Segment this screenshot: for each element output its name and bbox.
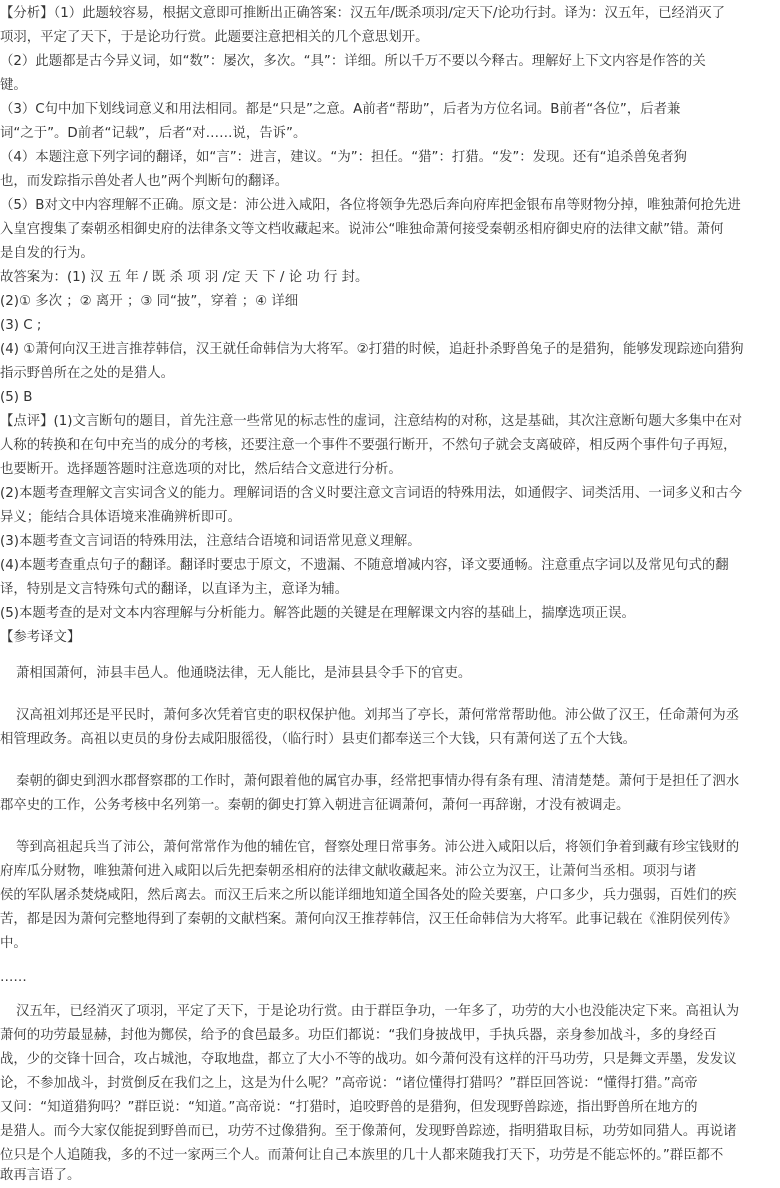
translation-line: 又问：“知道猎狗吗？”群臣说：“知道。”高帝说：“打猎时，追咬野兽的是猎狗，但发现野兽踪迹，指出野兽所在地方的 <box>0 1100 698 1115</box>
comment-line: (3)本题考查文言词语的特殊用法，注意结合语境和词语常见意义理解。 <box>0 534 421 549</box>
answer-line: (5) B <box>0 390 33 405</box>
analysis-line: （3）C句中加下划线词意义和用法相同。都是“只是”之意。A前者“帮助”，后者为方位名词。B前者“各位”，后者兼 <box>0 102 681 117</box>
translation-line: 等到高祖起兵当了沛公，萧何常常作为他的辅佐官，督察处理日常事务。沛公进入咸阳以后，将领们争着到藏有珍宝钱财的 <box>16 840 740 855</box>
analysis-line: 键。 <box>0 78 27 93</box>
translation-line: 敢再言语了。 <box>0 1168 81 1183</box>
analysis-line: （4）本题注意下列字词的翻译，如“言”：进言，建议。“为”：担任。“猎”：打猎。“发”：发现。还有“追杀兽兔者狗 <box>0 150 687 165</box>
analysis-line: （5）B对文中内容理解不正确。原文是：沛公进入咸阳，各位将领争先恐后奔向府库把金银布帛等财物分掉，唯独萧何抢先进 <box>0 198 741 213</box>
translation-line: 中。 <box>0 936 27 951</box>
comment-line: 【点评】(1)文言断句的题目，首先注意一些常见的标志性的虚词，注意结构的对称，这是基础，其次注意断句题大多集中在对 <box>0 414 743 429</box>
comment-line: (4)本题考查重点句子的翻译。翻译时要忠于原文，不遗漏、不随意增减内容，译文要通畅。注意重点字词以及常见句式的翻 <box>0 558 729 573</box>
analysis-line: 项羽，平定了天下，于是论功行赏。此题要注意把相关的几个意思划开。 <box>0 30 429 45</box>
comment-line: (5)本题考查的是对文本内容理解与分析能力。解答此题的关键是在理解课文内容的基础上，揣摩选项正误。 <box>0 606 635 621</box>
analysis-line: 【分析】（1）此题较容易，根据文意即可推断出正确答案：汉五年/既杀项羽/定天下/论功行封。译为：汉五年，已经消灭了 <box>0 6 726 21</box>
answer-line: (4) ①萧何向汉王进言推荐韩信，汉王就任命韩信为大将军。②打猎的时候，追赶扑杀野兽兔子的是猎狗，能够发现踪迹向猎狗 <box>0 342 744 357</box>
translation-line: 汉高祖刘邦还是平民时，萧何多次凭着官吏的职权保护他。刘邦当了亭长，萧何常常帮助他。沛公做了汉王，任命萧何为丞 <box>16 708 740 723</box>
answer-line: (3) C ; <box>0 318 42 333</box>
comment-line: 异义；能结合具体语境来准确辨析即可。 <box>0 510 242 525</box>
comment-line: (2)本题考查理解文言实词含义的能力。理解词语的含义时要注意文言词语的特殊用法，如通假字、词类活用、一词多义和古今 <box>0 486 743 501</box>
translation-line: 郡卒史的工作，公务考核中名列第一。秦朝的御史打算入朝进言征调萧何，萧何一再辞谢，才没有被调走。 <box>0 798 630 813</box>
ellipsis-line: …… <box>0 970 27 985</box>
translation-line: 侯的军队屠杀焚烧咸阳，然后离去。而汉王后来之所以能详细地知道全国各处的险关要塞，户口多少，兵力强弱，百姓们的疾 <box>0 888 737 903</box>
analysis-line: 也，而发踪指示兽处者人也”两个判断句的翻译。 <box>0 174 289 189</box>
translation-line: 战，少的交锋十回合，攻占城池，夺取地盘，都立了大小不等的战功。如今萧何没有这样的汗马功劳，只是舞文弄墨，发发议 <box>0 1052 737 1067</box>
analysis-line: 入皇宫搜集了秦朝丞相御史府的法律条文等文档收藏起来。说沛公“唯独命萧何接受秦朝丞相府御史府的法律文献”错。萧何 <box>0 222 724 237</box>
analysis-line: （2）此题都是古今异义词，如“数”：屡次，多次。“具”：详细。所以千万不要以今释古。理解好上下文内容是作答的关 <box>0 54 706 69</box>
translation-line: 府库瓜分财物，唯独萧何进入咸阳以后先把秦朝丞相府的法律文献收藏起来。沛公立为汉王，让萧何当丞相。项羽与诸 <box>0 864 697 879</box>
translation-line: 论，不参加战斗，封赏倒反在我们之上，这是为什么呢？”高帝说：“诸位懂得打猎吗？”群臣回答说：“懂得打猎。”高帝 <box>0 1076 698 1091</box>
translation-line: 萧何的功劳最显赫，封他为酂侯，给予的食邑最多。功臣们都说：“我们身披战甲，手执兵器，亲身参加战斗，多的身经百 <box>0 1028 717 1043</box>
answer-line: 故答案为：(1) 汉 五 年 / 既 杀 项 羽 /定 天 下 / 论 功 行 封。 <box>0 270 369 285</box>
translation-line: 是猎人。而今大家仅能捉到野兽而已，功劳不过像猎狗。至于像萧何，发现野兽踪迹，指明猎取目标，功劳如同猎人。再说诸 <box>0 1124 737 1139</box>
comment-line: 译，特别是文言特殊句式的翻译，以直译为主，意译为辅。 <box>0 582 349 597</box>
translation-line: 萧相国萧何，沛县丰邑人。他通晓法律，无人能比，是沛县县令手下的官吏。 <box>16 666 472 681</box>
comment-line: 人称的转换和在句中充当的成分的考核，还要注意一个事件不要强行断开，不然句子就会支离破碎，相反两个事件句子再短， <box>0 438 737 453</box>
translation-heading: 【参考译文】 <box>0 630 81 645</box>
analysis-line: 是自发的行为。 <box>0 246 94 261</box>
comment-line: 也要断开。选择题答题时注意选项的对比，然后结合文意进行分析。 <box>0 462 402 477</box>
translation-line: 秦朝的御史到泗水郡督察郡的工作时，萧何跟着他的属官办事，经常把事情办得有条有理、清清楚楚。萧何于是担任了泗水 <box>16 774 740 789</box>
answer-line: (2)① 多次 ；② 离开 ；③ 同“披”，穿着 ；④ 详细 <box>0 294 299 309</box>
translation-line: 相管理政务。高祖以吏员的身份去咸阳服徭役，（临行时）县吏们都奉送三个大钱，只有萧何送了五个大钱。 <box>0 732 637 747</box>
translation-line: 苦，都是因为萧何完整地得到了秦朝的文献档案。萧何向汉王推荐韩信，汉王任命韩信为大将军。此事记载在《淮阴侯列传》 <box>0 912 737 927</box>
answer-line: 指示野兽所在之处的是猎人。 <box>0 366 175 381</box>
analysis-line: 词“之于”。D前者“记载”，后者“对……说，告诉”。 <box>0 126 307 141</box>
translation-line: 汉五年，已经消灭了项羽，平定了天下，于是论功行赏。由于群臣争功，一年多了，功劳的大小也没能决定下来。高祖认为 <box>16 1004 740 1019</box>
translation-line: 位只是个人追随我，多的不过一家两三个人。而萧何让自己本族里的几十人都来随我打天下，功劳是不能忘怀的。”群臣都不 <box>0 1148 724 1163</box>
